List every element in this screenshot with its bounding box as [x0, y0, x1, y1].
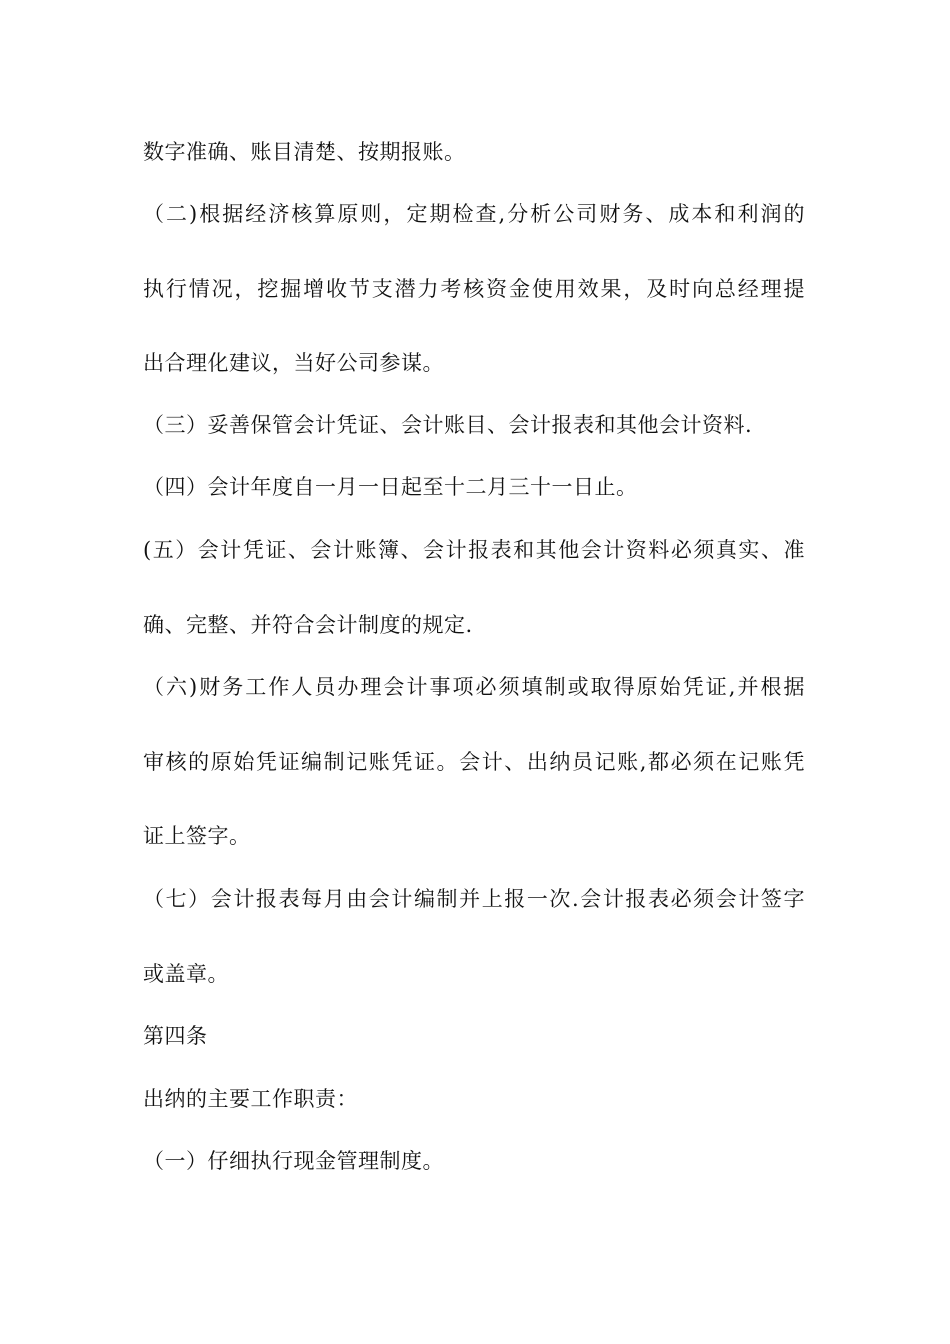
- paragraph-line: （七）会计报表每月由会计编制并上报一次.会计报表必须会计签字: [143, 887, 805, 911]
- paragraph-line: 出合理化建议，当好公司参谋。: [143, 351, 444, 375]
- paragraph-line: （一）仔细执行现金管理制度。: [143, 1149, 444, 1173]
- section-heading: 第四条: [143, 1024, 208, 1048]
- paragraph-line: (五）会计凭证、会计账簿、会计报表和其他会计资料必须真实、准: [143, 538, 805, 562]
- paragraph-line: 证上签字。: [143, 824, 251, 848]
- paragraph-line: （四）会计年度自一月一日起至十二月三十一日止。: [143, 475, 638, 499]
- paragraph-line: 或盖章。: [143, 962, 229, 986]
- paragraph-line: （二)根据经济核算原则，定期检查,分析公司财务、成本和利润的: [143, 202, 805, 226]
- paragraph-line: 出纳的主要工作职责：: [143, 1087, 358, 1111]
- paragraph-line: 执行情况，挖掘增收节支潜力考核资金使用效果，及时向总经理提: [143, 277, 805, 301]
- paragraph-line: 数字准确、账目清楚、按期报账。: [143, 140, 466, 164]
- paragraph-line: 审核的原始凭证编制记账凭证。会计、出纳员记账,都必须在记账凭: [143, 750, 805, 774]
- paragraph-line: （六)财务工作人员办理会计事项必须填制或取得原始凭证,并根据: [143, 675, 805, 699]
- paragraph-line: （三）妥善保管会计凭证、会计账目、会计报表和其他会计资料.: [143, 413, 753, 437]
- paragraph-line: 确、完整、并符合会计制度的规定.: [143, 613, 473, 637]
